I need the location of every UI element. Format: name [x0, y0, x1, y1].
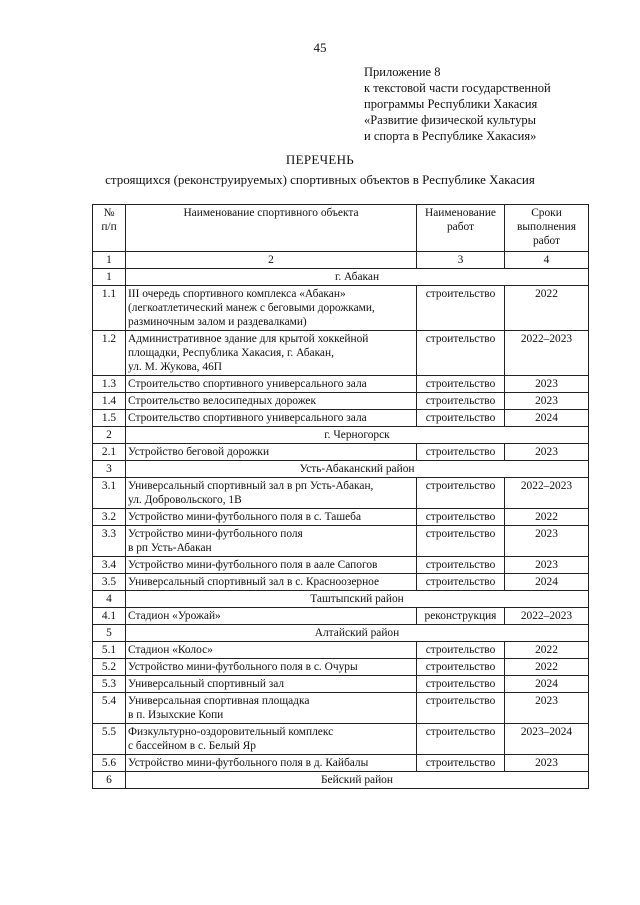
object-name [126, 376, 417, 393]
item-number: 3.5 [93, 574, 126, 591]
table-row [93, 478, 589, 509]
object-name-line: Универсальная спортивная площадка [128, 695, 310, 707]
term: 2023 [505, 755, 589, 772]
work-type: строительство [417, 393, 505, 410]
appendix-line: и спорта в Республике Хакасия» [364, 129, 537, 143]
work-type: строительство [417, 410, 505, 427]
object-name-line: площадки, Республика Хакасия, г. Абакан, [128, 347, 334, 359]
region-row [93, 427, 589, 444]
column-number: 2 [126, 252, 417, 269]
object-name [126, 509, 417, 526]
object-name [126, 444, 417, 461]
object-name [126, 755, 417, 772]
table-row [93, 676, 589, 693]
object-name-line: Устройство мини-футбольного поля в д. Кайбалы [128, 757, 369, 769]
term: 2023–2024 [505, 724, 589, 755]
item-number: 5.5 [93, 724, 126, 755]
item-number: 3.2 [93, 509, 126, 526]
table-row [93, 526, 589, 557]
table-row [93, 693, 589, 724]
object-name [126, 642, 417, 659]
appendix-line: «Развитие физической культуры [364, 113, 536, 127]
item-number: 2.1 [93, 444, 126, 461]
item-number: 5.3 [93, 676, 126, 693]
table-row [93, 724, 589, 755]
table-row [93, 393, 589, 410]
term: 2022 [505, 286, 589, 331]
document-title: ПЕРЕЧЕНЬ [285, 152, 355, 167]
item-number: 3.1 [93, 478, 126, 509]
header-term-line: выполнения [517, 221, 576, 233]
column-number: 1 [93, 252, 126, 269]
term: 2023 [505, 526, 589, 557]
object-name-line: Устройство мини-футбольного поля в с. Очуры [128, 661, 358, 673]
term: 2022 [505, 642, 589, 659]
term: 2023 [505, 444, 589, 461]
region-number: 6 [93, 772, 126, 789]
object-name-line: Стадион «Колос» [128, 644, 213, 656]
item-number: 1.4 [93, 393, 126, 410]
appendix-note [364, 64, 624, 144]
work-type: строительство [417, 724, 505, 755]
header-term-line: работ [532, 235, 561, 247]
object-name-line: Стадион «Урожай» [128, 610, 221, 622]
column-number: 4 [505, 252, 589, 269]
sports-objects-table [92, 204, 589, 789]
object-name [126, 286, 417, 331]
object-name-line: Административное здание для крытой хоккейной [128, 333, 369, 345]
term: 2022–2023 [505, 608, 589, 625]
header-term [505, 205, 589, 252]
table-row [93, 659, 589, 676]
item-number: 5.2 [93, 659, 126, 676]
object-name-line: Устройство мини-футбольного поля в с. Ташеба [128, 511, 362, 523]
table-row [93, 755, 589, 772]
object-name-line: Универсальный спортивный зал в рп Усть-Абакан, [128, 480, 374, 492]
region-number: 1 [93, 269, 126, 286]
region-number: 2 [93, 427, 126, 444]
work-type: строительство [417, 444, 505, 461]
object-name-line: разминочным залом и раздевалками) [128, 316, 307, 328]
region-name: г. Абакан [126, 269, 589, 286]
region-row [93, 591, 589, 608]
object-name [126, 693, 417, 724]
term: 2024 [505, 676, 589, 693]
table-row [93, 608, 589, 625]
object-name-line: Строительство велосипедных дорожек [128, 395, 317, 407]
object-name [126, 331, 417, 376]
work-type: строительство [417, 693, 505, 724]
table-row [93, 557, 589, 574]
header-term-line: Сроки [531, 207, 562, 219]
item-number: 5.1 [93, 642, 126, 659]
item-number: 1.1 [93, 286, 126, 331]
object-name-line: Универсальный спортивный зал в с. Красноозерное [128, 576, 380, 588]
region-name: Алтайский район [126, 625, 589, 642]
region-name: Бейский район [126, 772, 589, 789]
object-name-line: Устройство мини-футбольного поля [128, 528, 303, 540]
object-name-line: Строительство спортивного универсального зала [128, 378, 367, 390]
object-name-line: (легкоатлетический манеж с беговыми дорожками, [128, 302, 375, 314]
object-name [126, 526, 417, 557]
header-object-name [126, 205, 417, 252]
item-number: 1.2 [93, 331, 126, 376]
region-number: 5 [93, 625, 126, 642]
object-name-line: Физкультурно-оздоровительный комплекс [128, 726, 334, 738]
term: 2024 [505, 574, 589, 591]
object-name [126, 478, 417, 509]
work-type: строительство [417, 642, 505, 659]
term: 2023 [505, 693, 589, 724]
region-row [93, 461, 589, 478]
table-row [93, 410, 589, 427]
object-name [126, 676, 417, 693]
region-number: 3 [93, 461, 126, 478]
table-row [93, 642, 589, 659]
region-name: г. Черногорск [126, 427, 589, 444]
term: 2022–2023 [505, 331, 589, 376]
object-name [126, 574, 417, 591]
document-subtitle: строящихся (реконструируемых) спортивных объектов в Республике Хакасия [105, 172, 535, 187]
object-name-line: Устройство мини-футбольного поля в аале Сапогов [128, 559, 378, 571]
work-type: строительство [417, 286, 505, 331]
object-name [126, 659, 417, 676]
region-number: 4 [93, 591, 126, 608]
work-type: строительство [417, 676, 505, 693]
object-name [126, 608, 417, 625]
header-number-line: п/п [101, 221, 117, 233]
object-name-line: ул. М. Жукова, 46П [128, 361, 222, 373]
work-type: строительство [417, 755, 505, 772]
column-number: 3 [417, 252, 505, 269]
object-name-line: в п. Изыхские Копи [128, 709, 224, 721]
work-type: строительство [417, 557, 505, 574]
column-numbers-row [93, 252, 589, 269]
work-type: строительство [417, 331, 505, 376]
table-row [93, 509, 589, 526]
object-name-line: Строительство спортивного универсального зала [128, 412, 367, 424]
term: 2022 [505, 509, 589, 526]
item-number: 4.1 [93, 608, 126, 625]
appendix-line: к текстовой части государственной [364, 81, 551, 95]
item-number: 3.4 [93, 557, 126, 574]
object-name [126, 724, 417, 755]
table-row [93, 376, 589, 393]
table-row [93, 574, 589, 591]
work-type: строительство [417, 376, 505, 393]
work-type: реконструкция [417, 608, 505, 625]
object-name-line: Универсальный спортивный зал [128, 678, 285, 690]
header-work-line: работ [446, 221, 475, 233]
term: 2022 [505, 659, 589, 676]
table-row [93, 444, 589, 461]
term: 2022–2023 [505, 478, 589, 509]
region-row [93, 625, 589, 642]
item-number: 1.5 [93, 410, 126, 427]
work-type: строительство [417, 526, 505, 557]
table-row [93, 286, 589, 331]
object-name [126, 557, 417, 574]
page-number: 45 [313, 40, 327, 55]
term: 2023 [505, 376, 589, 393]
item-number: 1.3 [93, 376, 126, 393]
table-header-row [93, 205, 589, 252]
object-name-line: с бассейном в с. Белый Яр [128, 740, 256, 752]
region-name: Таштыпский район [126, 591, 589, 608]
work-type: строительство [417, 574, 505, 591]
term: 2024 [505, 410, 589, 427]
header-number-line: № [103, 207, 115, 219]
work-type: строительство [417, 509, 505, 526]
table-row [93, 331, 589, 376]
work-type: строительство [417, 478, 505, 509]
region-row [93, 772, 589, 789]
object-name [126, 410, 417, 427]
object-name-line: в рп Усть-Абакан [128, 542, 212, 554]
header-work-type [417, 205, 505, 252]
object-name-line: Устройство беговой дорожки [128, 446, 270, 458]
item-number: 5.4 [93, 693, 126, 724]
work-type: строительство [417, 659, 505, 676]
object-name-line: ул. Добровольского, 1В [128, 494, 242, 506]
header-number [93, 205, 126, 252]
appendix-line: Приложение 8 [364, 65, 441, 79]
header-object-name-text: Наименование спортивного объекта [183, 207, 359, 219]
object-name-line: III очередь спортивного комплекса «Абакан» [128, 288, 346, 300]
item-number: 5.6 [93, 755, 126, 772]
region-name: Усть-Абаканский район [126, 461, 589, 478]
table-body [93, 269, 589, 789]
object-name [126, 393, 417, 410]
item-number: 3.3 [93, 526, 126, 557]
appendix-line: программы Республики Хакасия [364, 97, 538, 111]
term: 2023 [505, 393, 589, 410]
term: 2023 [505, 557, 589, 574]
header-work-line: Наименование [425, 207, 496, 219]
region-row [93, 269, 589, 286]
